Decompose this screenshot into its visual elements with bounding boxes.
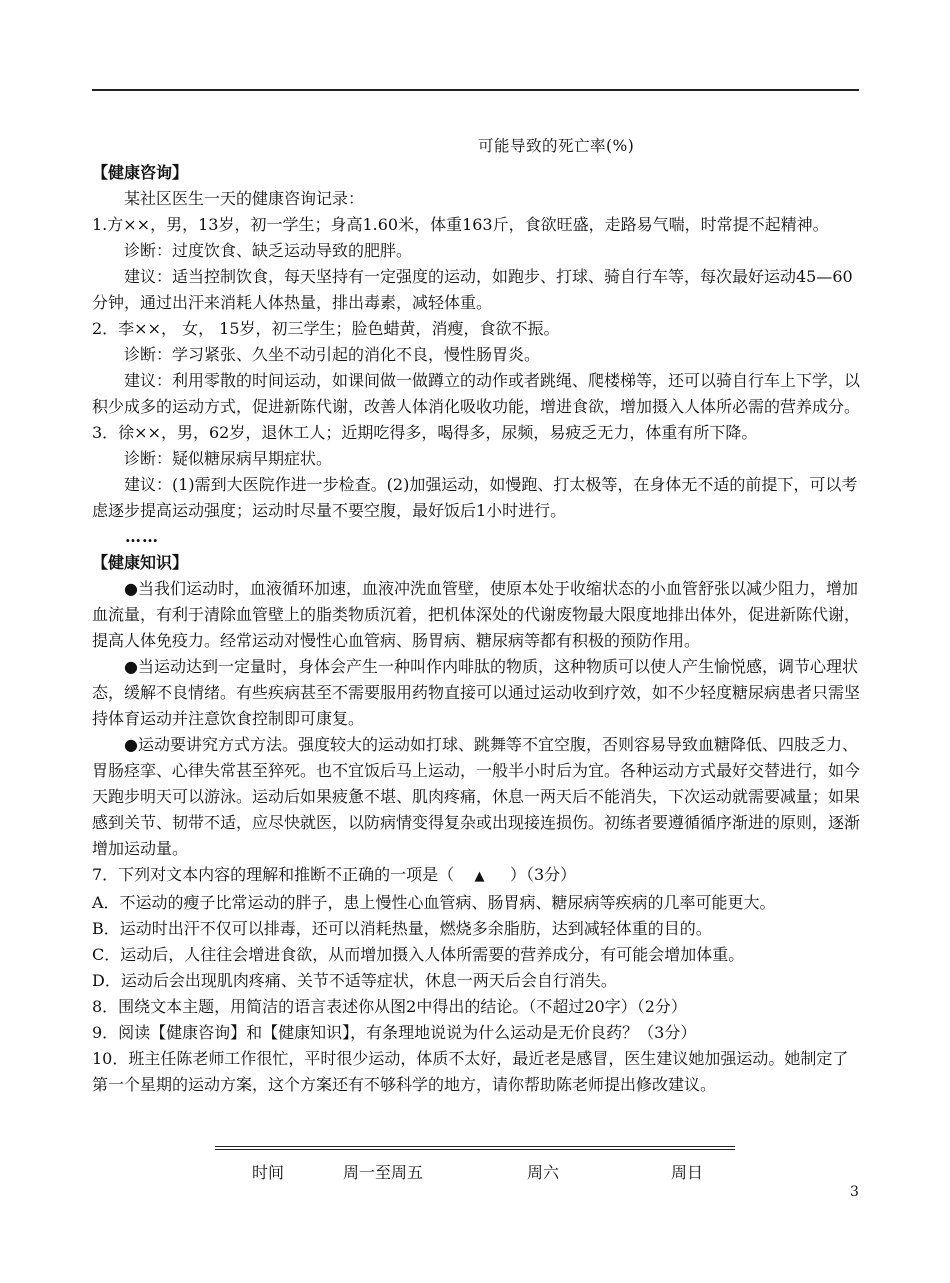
case3-info: 3．徐××，男，62岁，退休工人；近期吃得多，喝得多，尿频，易疲乏无力，体重有所下降。 (92, 423, 758, 442)
header-saturday: 周六 (527, 1163, 560, 1182)
knowledge-paragraph-3: ●运动要讲究方式方法。强度较大的运动如打球、跳舞等不宜空腹，否则容易导致血糖降低、四肢乏力、胃肠痉挛、心律失常甚至猝死。也不宜饭后马上运动，一般半小时后为宜。各种运动方式最好交替进行，如今天跑步明天可以游泳。运动后如果疲惫不堪、肌肉疼痛，休息一两天后不能消失，下次运动就需要减量；如果感到关节、韧带不适，应尽快就医，以防病情变得复杂或出现接连损伤。初练者要遵循循序渐进的原则，逐渐增加运动量。 (92, 735, 861, 858)
top-rule (92, 89, 859, 91)
case3-advice: 建议：(1)需到大医院作进一步检查。(2)加强运动，如慢跑、打太极等，在身体无不适的前提下，可以考虑逐步提高运动强度；运动时尽量不要空腹，最好饭后1小时进行。 (92, 475, 858, 520)
question-7-score: ）（3分） (509, 865, 577, 884)
question-9: 9．阅读【健康咨询】和【健康知识】，有条理地说说为什么运动是无价良药？（3分） (92, 1023, 697, 1042)
question-8: 8．围绕文本主题，用简洁的语言表述你从图2中得出的结论。（不超过20字）（2分） (92, 997, 687, 1016)
case1-diagnosis: 诊断：过度饮食、缺乏运动导致的肥胖。 (124, 241, 413, 260)
chart-caption: 可能导致的死亡率(%) (478, 137, 635, 155)
option-c: C．运动后，人往往会增进食欲，从而增加摄入人体所需要的营养成分，有可能会增加体重。 (92, 945, 745, 964)
header-sunday: 周日 (671, 1163, 704, 1182)
case3-diagnosis: 诊断：疑似糖尿病早期症状。 (124, 449, 333, 468)
case1-advice: 建议：适当控制饮食，每天坚持有一定强度的运动，如跑步、打球、骑自行车等，每次最好运动45—60分钟，通过出汗来消耗人体热量，排出毒素，减轻体重。 (92, 267, 853, 312)
knowledge-heading: 【健康知识】 (92, 553, 189, 572)
case2-info: 2．李××， 女， 15岁，初三学生；脸色蜡黄，消瘦，食欲不振。 (92, 319, 560, 338)
consult-intro: 某社区医生一天的健康咨询记录： (124, 189, 365, 208)
article-body (92, 160, 860, 1098)
exercise-plan-table (215, 1146, 735, 1180)
table-header-row (215, 1150, 735, 1180)
question-7 (92, 862, 860, 890)
consult-heading: 【健康咨询】 (92, 163, 189, 182)
case2-advice: 建议：利用零散的时间运动，如课间做一做蹲立的动作或者跳绳、爬楼梯等，还可以骑自行车上下学，以积少成多的运动方式，促进新陈代谢，改善人体消化吸收功能，增进食欲，增加摄入人体所必需的营养成分。 (92, 371, 861, 416)
case1-info: 1.方××，男，13岁，初一学生；身高1.60米，体重163斤，食欲旺盛，走路易气喘，时常提不起精神。 (92, 215, 829, 234)
question-7-text: 7．下列对文本内容的理解和推断不正确的一项是（ (92, 865, 455, 884)
option-d: D．运动后会出现肌肉疼痛、关节不适等症状，休息一两天后会自行消失。 (92, 971, 617, 990)
header-weekdays: 周一至周五 (343, 1163, 424, 1182)
knowledge-paragraph-1: ●当我们运动时，血液循环加速，血液冲洗血管壁，使原本处于收缩状态的小血管舒张以减少阻力，增加血流量，有利于清除血管壁上的脂类物质沉着，把机体深处的代谢废物最大限度地排出体外，促进新陈代谢，提高人体免疫力。经常运动对慢性心血管病、肠胃病、糖尿病等都有积极的预防作用。 (92, 579, 861, 650)
option-a: A．不运动的瘦子比常运动的胖子，患上慢性心血管病、肠胃病、糖尿病等疾病的几率可能更大。 (92, 893, 776, 912)
ellipsis: …… (125, 527, 159, 546)
case2-diagnosis: 诊断：学习紧张、久坐不动引起的消化不良，慢性肠胃炎。 (124, 345, 541, 364)
answer-marker-triangle: ▲ (474, 869, 485, 884)
header-time: 时间 (252, 1163, 285, 1182)
option-b: B．运动时出汗不仅可以排毒，还可以消耗热量，燃烧多余脂肪，达到减轻体重的目的。 (92, 919, 712, 938)
knowledge-paragraph-2: ●当运动达到一定量时，身体会产生一种叫作内啡肽的物质，这种物质可以使人产生愉悦感，调节心理状态，缓解不良情绪。有些疾病甚至不需要服用药物直接可以通过运动收到疗效，如不少轻度糖尿病患者只需坚持体育运动并注意饮食控制即可康复。 (92, 657, 861, 728)
page-number: 3 (850, 1184, 859, 1200)
question-10: 10．班主任陈老师工作很忙，平时很少运动，体质不太好，最近老是感冒，医生建议她加强运动。她制定了第一个星期的运动方案，这个方案还有不够科学的地方，请你帮助陈老师提出修改建议。 (92, 1049, 849, 1094)
